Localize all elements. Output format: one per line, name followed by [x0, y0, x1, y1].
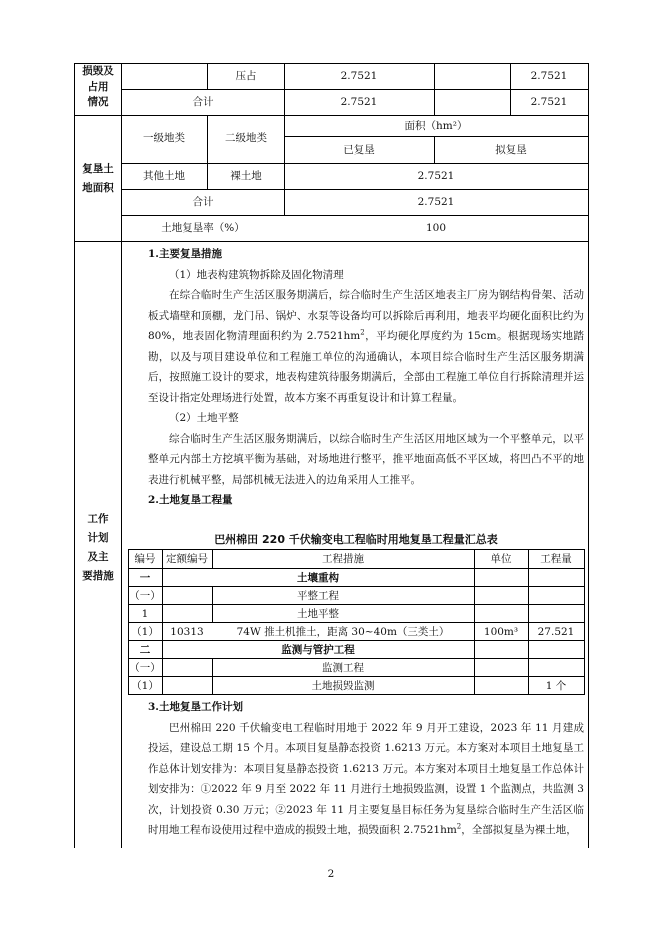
damage-label-yazhan: 压占: [235, 70, 257, 82]
qty-header-item: 工程措施: [322, 553, 364, 565]
qty-row-unit: 100m³: [483, 626, 519, 638]
reclaim-area-header: [405, 119, 468, 133]
heading-main-measures: 1.主要复垦措施: [148, 248, 222, 260]
reclaim-total-label: 合计: [192, 196, 214, 208]
reclaim-col-planned: 拟复垦: [495, 144, 527, 156]
qty-row-no: （一）: [129, 662, 161, 674]
paragraph-work-plan: [148, 718, 584, 841]
damage-value-1: 2.7521: [340, 70, 378, 82]
reclaim-planned-value: 2.7521: [417, 170, 455, 182]
section-label-plan: [76, 510, 120, 586]
qty-row-no: （1）: [131, 680, 159, 692]
section-label-reclaim-text: 复垦土 地面积: [82, 163, 114, 194]
qty-table-title: 巴州棉田 220 千伏输变电工程临时用地复垦工程量汇总表: [214, 533, 498, 546]
measures-block-1: [148, 244, 584, 511]
paragraph-demolition-text-a: 在综合临时生产生活区服务期满后，综合临时生产生活区地表主厂房为钢结构骨架、活动板式墙壁和顶棚，龙门吊、锅炉、水泵等设备均可以拆除后再利用，地表平均硬化面积比约为 80%，地表固化物清理面积约为 2.7521hm: [148, 289, 584, 342]
measures-block-2: [148, 697, 584, 841]
qty-row-no: 一: [139, 572, 151, 584]
qty-row-code: 10313: [170, 626, 204, 638]
qty-header-qty: 工程量: [540, 553, 572, 565]
superscript-2: 2: [360, 328, 365, 337]
reclaim-col-level2: 二级地类: [225, 132, 267, 144]
section-label-reclaim: [76, 160, 120, 198]
reclaim-total-planned: 2.7521: [417, 196, 455, 208]
reclaim-area-header-text: 面积（hm²）: [404, 120, 468, 132]
qty-header-unit: 单位: [490, 553, 512, 565]
page-number: 2: [327, 868, 335, 880]
section-label-damage: [76, 64, 120, 111]
qty-row-qty: 27.521: [537, 626, 575, 638]
damage-total-label: 合计: [192, 96, 214, 108]
qty-row-no: 二: [139, 644, 151, 656]
qty-row-item: 监测工程: [322, 662, 364, 674]
qty-row-item: 平整工程: [297, 590, 339, 602]
paragraph-leveling: 综合临时生产生活区服务期满后，以综合临时生产生活区用地区域为一个平整单元，以平整单元内部土方挖填平衡为基础，对场地进行整平，推平地面高低不平区域，将凹凸不平的地表进行机械平整，局部机械无法进入的边角采用人工推平。: [148, 432, 584, 486]
reclaim-col-level1: 一级地类: [143, 132, 185, 144]
qty-row-qty: 1 个: [545, 680, 567, 692]
paragraph-demolition: [148, 285, 584, 408]
qty-row-item: 监测与管护工程: [281, 644, 355, 656]
qty-row-item: 土壤重构: [297, 572, 339, 584]
qty-row-item: 土地平整: [297, 608, 339, 620]
qty-row-item: 土地损毁监测: [311, 680, 375, 692]
qty-row-item: 74W 推土机推土，距离 30~40m（三类土）: [236, 626, 450, 638]
reclaim-rate-value: 100: [425, 222, 447, 234]
subheading-leveling: （2）土地平整: [169, 412, 239, 424]
qty-row-no: （一）: [129, 590, 161, 602]
paragraph-demolition-text-b: ，平均硬化厚度约为 15cm。根据现场实地踏勘，以及与项目建设单位和工程施工单位的沟通确认，本项目综合临时生产生活区服务期满后，按照施工设计的要求，地表构建筑待服务期满后，全部由工程施工单位自行拆除清理并运至设计指定处理场进行处置，故本方案不再重复设计和计算工程量。: [148, 330, 584, 404]
section-label-plan-text: 工作 计划 及主 要措施: [82, 513, 114, 582]
reclaim-level1-value: 其他土地: [143, 170, 185, 182]
heading-work-plan: 3.土地复垦工作计划: [148, 701, 243, 713]
section-label-damage-text: 损毁及 占用 情况: [82, 65, 114, 108]
qty-row-no: 1: [141, 608, 149, 620]
qty-header-code: 定额编号: [166, 553, 208, 565]
heading-quantities: 2.土地复垦工程量: [148, 494, 233, 506]
reclaim-col-done: 已复垦: [343, 144, 375, 156]
subheading-demolition: （1）地表构建筑物拆除及固化物清理: [169, 268, 344, 281]
damage-value-3: 2.7521: [530, 70, 568, 82]
superscript-2: 2: [456, 822, 462, 831]
qty-row-no: （1）: [131, 626, 159, 638]
damage-total-value-1: 2.7521: [340, 96, 378, 108]
damage-total-value-3: 2.7521: [530, 96, 568, 108]
paragraph-work-plan-text-b: ，全部拟复垦为裸土地，: [461, 824, 577, 836]
reclaim-rate-label: 土地复垦率（%）: [161, 222, 245, 234]
paragraph-work-plan-text-a: 巴州棉田 220 千伏输变电工程临时用地于 2022 年 9 月开工建设，2023 年 11 月建成投运，建设总工期 15 个月。本项目复垦静态投资 1.6213 万元。本方案对本项目土地复垦工作总体计划安排为：本项目复垦静态投资 1.6213 万元。本方案对本项目土地复垦工作总体计划安排为：①2022 年 9 月至 2022 年 11 月进行土地损毁监测，设置 1 个监测点，共监测 3 次，计划投资 0.30 万元；②2023 年 11 月主要复垦目标任务为复垦综合临时生产生活区临时用地工程布设使用过程中造成的损毁土地，损毁面积 2.7521hm: [148, 721, 584, 836]
reclaim-level2-value: 裸土地: [230, 170, 262, 182]
qty-header-no: 编号: [134, 553, 156, 565]
